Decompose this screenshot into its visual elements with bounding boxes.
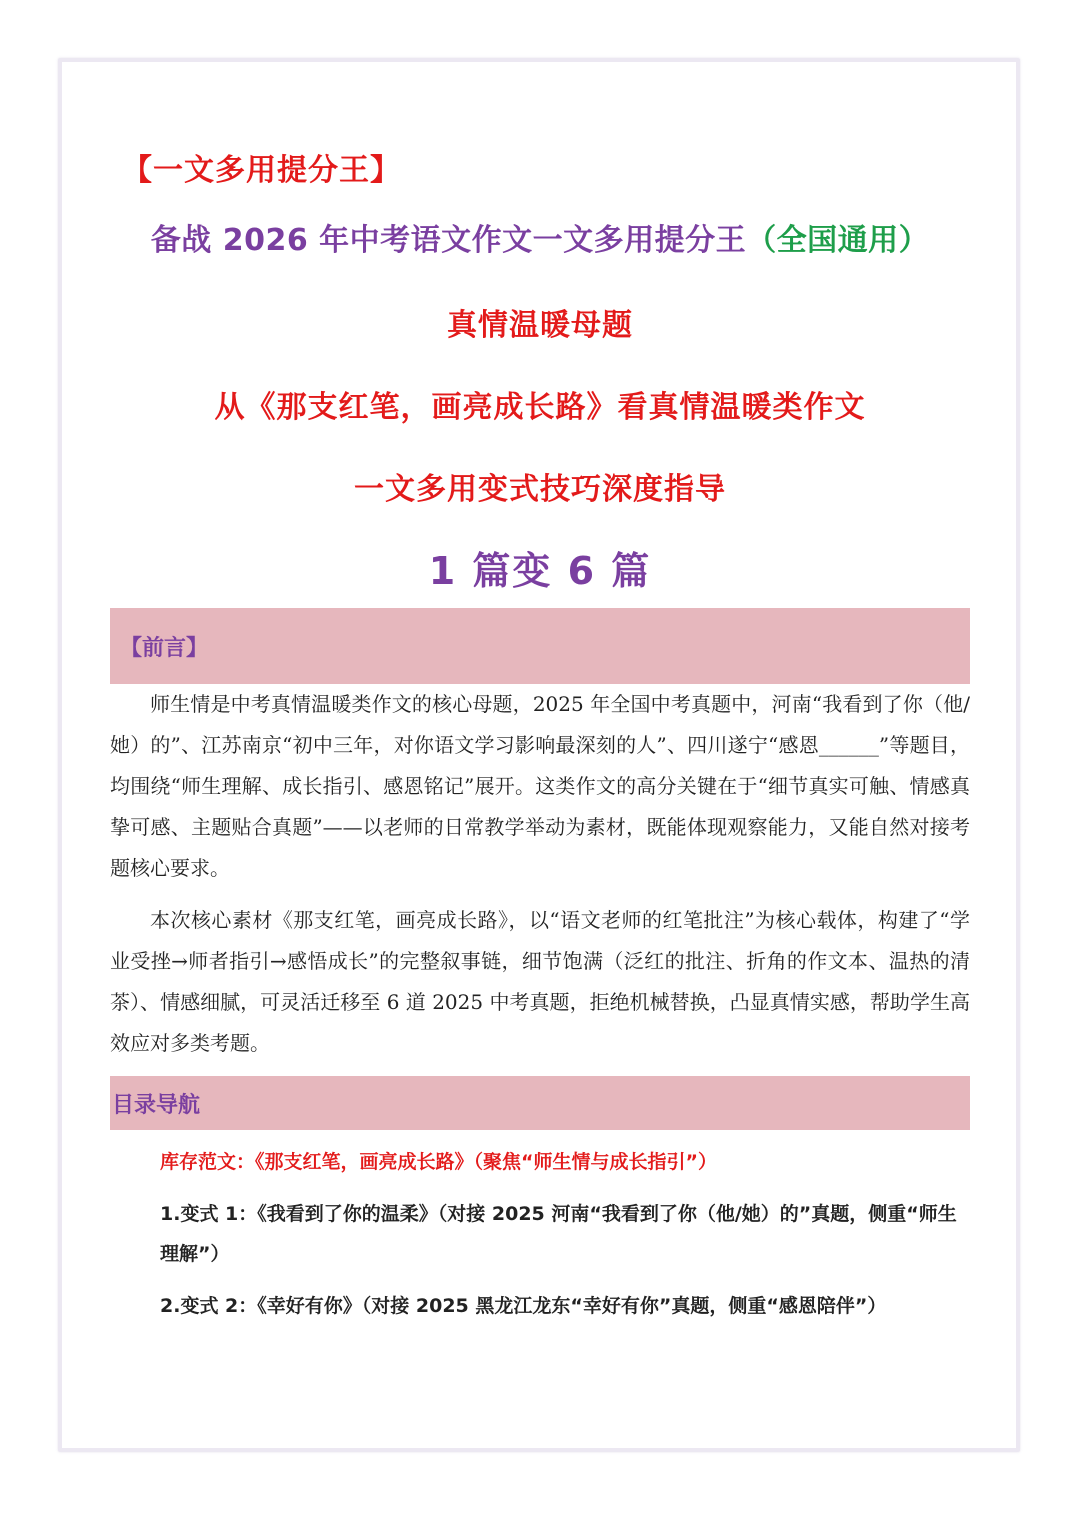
toc-heading	[110, 1076, 970, 1130]
toc-item-base-essay: 库存范文：《那支红笔，画亮成长路》（聚焦“师生情与成长指引”）	[160, 1151, 717, 1173]
main-title-scope: （全国通用）	[746, 223, 930, 258]
toc-item-variant-1: 1.变式 1：《我看到了你的温柔》（对接 2025 河南“我看到了你（他/她）的”真题，侧重“师生理解”）	[160, 1203, 957, 1265]
main-title	[110, 215, 970, 259]
preface-heading-text: 【前言】	[120, 635, 209, 661]
subtitle-count: 1 篇变 6 篇	[428, 549, 652, 593]
bracket-title: 【一文多用提分王】	[122, 153, 401, 188]
preface-paragraph-2: 本次核心素材《那支红笔，画亮成长路》，以“语文老师的红笔批注”为核心载体，构建了“学业受挫→师者指引→感悟成长”的完整叙事链，细节饱满（泛红的批注、折角的作文本、温热的清茶）、情感细腻，可灵活迁移至 6 道 2025 中考真题，拒绝机械替换，凸显真情实感，帮助学生高效应对多类考题。	[110, 908, 970, 1055]
preface-paragraph-1: 师生情是中考真情温暖类作文的核心母题，2025 年全国中考真题中，河南“我看到了你（他/她）的”、江苏南京“初中三年，对你语文学习影响最深刻的人”、四川遂宁“感恩______”等题目，均围绕“师生理解、成长指引、感恩铭记”展开。这类作文的高分关键在于“细节真实可触、情感真挚可感、主题贴合真题”——以老师的日常教学举动为素材，既能体现观察能力，又能自然对接考题核心要求。	[110, 692, 970, 880]
subtitle-theme: 真情温暖母题	[447, 308, 633, 343]
toc-heading-text: 目录导航	[112, 1092, 201, 1118]
subtitle-guide: 一文多用变式技巧深度指导	[354, 472, 726, 507]
preface-heading	[110, 608, 970, 684]
toc-item-variant-2: 2.变式 2：《幸好有你》（对接 2025 黑龙江龙东“幸好有你”真题，侧重“感恩陪伴”）	[160, 1295, 887, 1317]
subtitle-essay: 从《那支红笔，画亮成长路》看真情温暖类作文	[214, 390, 866, 425]
main-title-text: 备战 2026 年中考语文作文一文多用提分王	[150, 223, 747, 258]
